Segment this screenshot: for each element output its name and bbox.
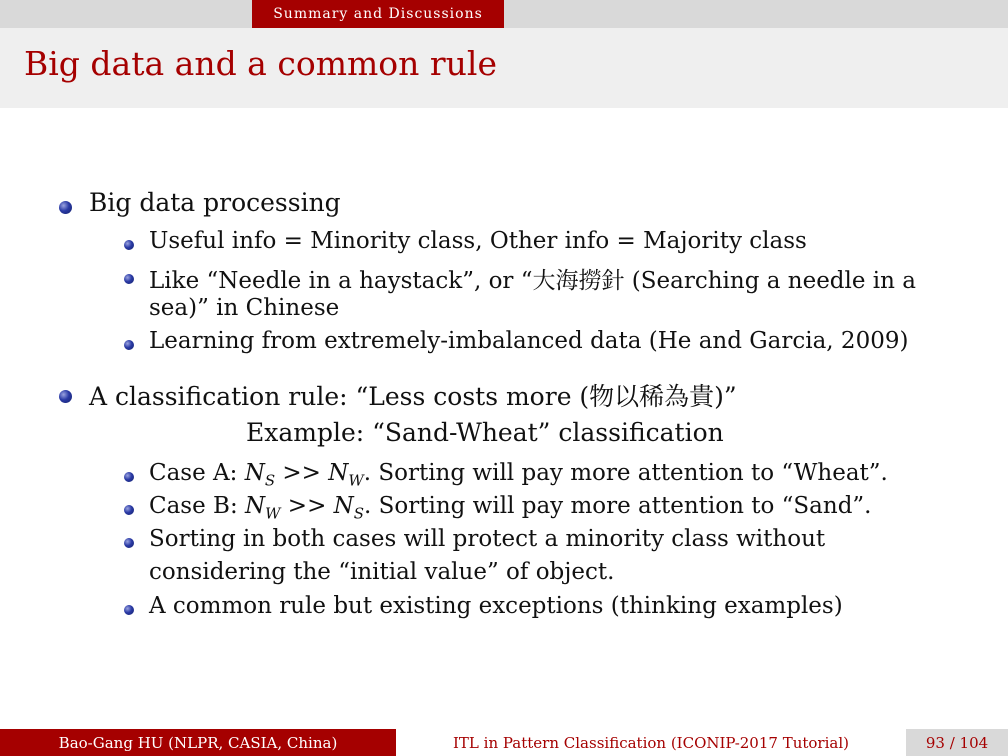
example-heading: Example: “Sand-Wheat” classification	[246, 418, 724, 447]
section-tab: Summary and Discussions	[252, 0, 504, 28]
sub-bullet-common-rule: A common rule but existing exceptions (thinking examples)	[149, 593, 843, 619]
footer-talk-title: ITL in Pattern Classification (ICONIP-2017 Tutorial)	[396, 729, 906, 756]
bullet-icon	[59, 390, 72, 403]
bullet-classification-rule: A classification rule: “Less costs more (物以稀為貴)”	[89, 382, 737, 411]
sub-bullet-icon	[124, 240, 134, 250]
sub-bullet-icon	[124, 274, 134, 284]
sub-bullet-icon	[124, 538, 134, 548]
bullet-big-data: Big data processing	[89, 188, 341, 217]
sub-bullet-case-b: Case B: $N_W >> N_S$. Sorting will pay more attention to “Sand”.	[149, 493, 872, 523]
sub-bullet-sorting-line2: considering the “initial value” of object.	[149, 559, 615, 585]
footer-page-number: 93 / 104	[906, 729, 1008, 756]
sub-bullet-useful-info: Useful info = Minority class, Other info = Majority class	[149, 228, 807, 254]
footer	[0, 729, 1008, 756]
frame-title: Big data and a common rule	[24, 44, 498, 83]
top-bar	[0, 0, 1008, 28]
bullet-icon	[59, 201, 72, 214]
sub-bullet-icon	[124, 472, 134, 482]
sub-bullet-icon	[124, 340, 134, 350]
sub-bullet-needle-line1: Like “Needle in a haystack”, or “大海撈針 (Searching a needle in a	[149, 268, 916, 294]
sub-bullet-icon	[124, 505, 134, 515]
sub-bullet-learning: Learning from extremely-imbalanced data (He and Garcia, 2009)	[149, 328, 909, 354]
footer-author: Bao-Gang HU (NLPR, CASIA, China)	[0, 729, 396, 756]
sub-bullet-sorting-line1: Sorting in both cases will protect a minority class without	[149, 526, 826, 552]
sub-bullet-needle-line2: sea)” in Chinese	[149, 295, 340, 321]
sub-bullet-icon	[124, 605, 134, 615]
sub-bullet-case-a: Case A: $N_S >> N_W$. Sorting will pay more attention to “Wheat”.	[149, 460, 888, 490]
